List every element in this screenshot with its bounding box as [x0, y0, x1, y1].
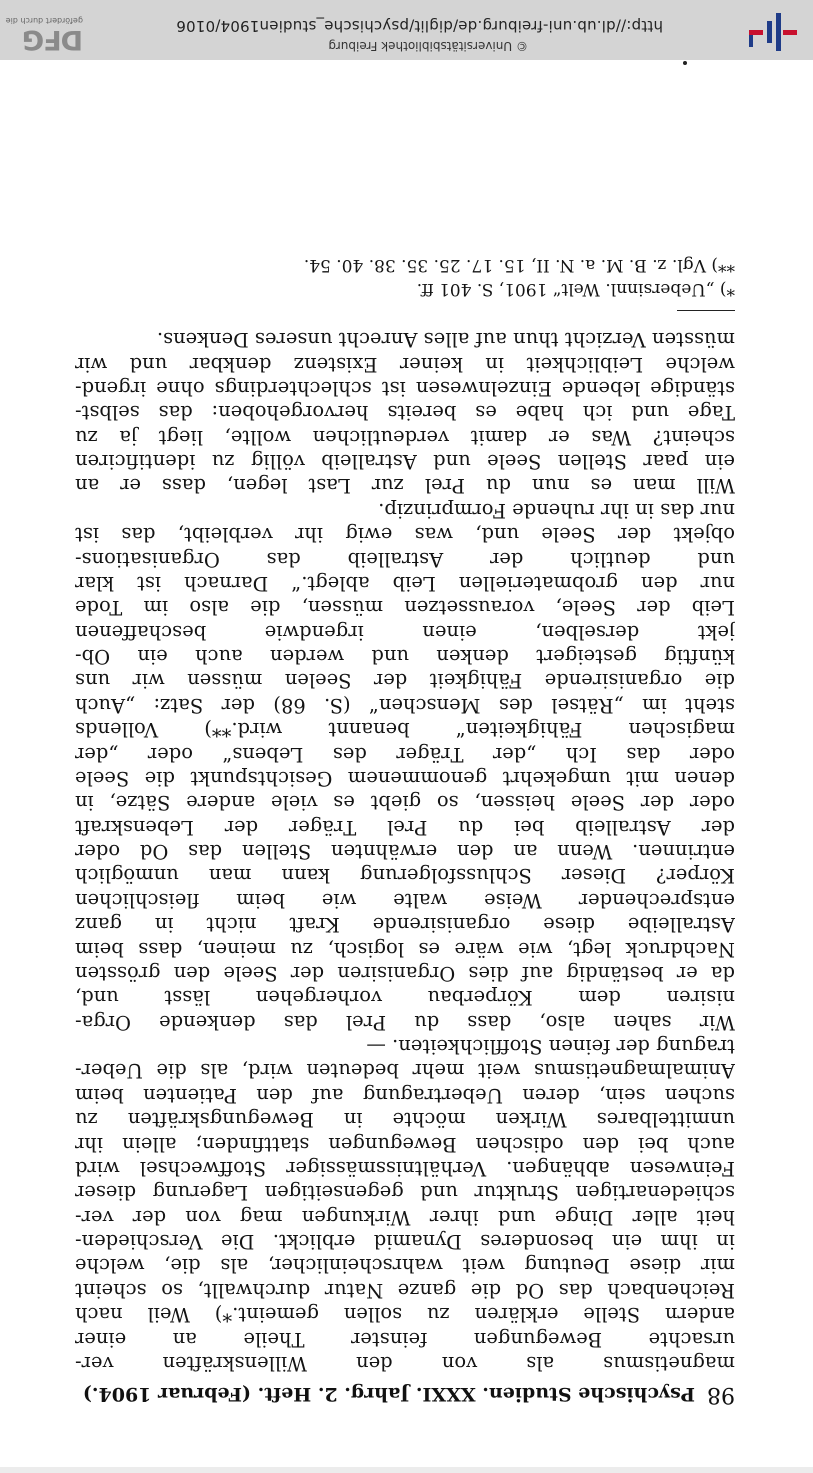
text-line: entsprechender Weise walte wie beim fleischlichen	[75, 888, 735, 912]
text-line: Nachdruck legt, wie wäre es logisch, zu meinen, dass beim	[75, 937, 735, 961]
text-line: schiedenartigen Struktur und gegenseitigen Lagerung dieser	[75, 1181, 735, 1205]
text-line: Reichenbach das Od die ganze Natur durchwallt, so scheint	[75, 1278, 735, 1302]
text-line: unmittelbares Wirken möchte in Bewegungskräften zu	[75, 1108, 735, 1132]
text-line: ursachte Bewegungen feinster Theile an einer	[75, 1327, 735, 1351]
text-line: heit aller Dinge und ihrer Wirkungen mag von der ver-	[75, 1205, 735, 1229]
text-line: nur das in ihr ruhende Formprinzip.	[378, 498, 735, 522]
footnote-2: **) Vgl. z. B. M. a. N. II, 15. 17. 25. 35. 38. 40. 54.	[303, 255, 735, 275]
text-line: Wir sahen also, dass du Prel das denkende Orga-	[75, 1010, 735, 1034]
dfg-caption: gefördert durch die	[5, 16, 83, 25]
running-head: Psychische Studien. XXXI. Jahrg. 2. Heft. (Februar 1904.)	[82, 1383, 695, 1405]
text-line: der Astralleib bei du Prel Träger der Lebenskraft	[75, 815, 735, 839]
text-line: Animalmagnetismus weit mehr bedeuten wird, als die Ueber-	[75, 1059, 735, 1083]
text-line: steht im „Rätsel des Menschen“ (S. 68) der Satz: „Auch	[75, 693, 735, 717]
ub-freiburg-logo-icon	[743, 9, 803, 55]
text-line: oder der Seele heissen, so giebt es viele andere Sätze, in	[75, 791, 735, 815]
text-line: und deutlich der Astralleib das Organisations-	[75, 547, 735, 571]
text-line: Körper? Dieser Schlussfolgerung kann man unmöglich	[75, 864, 735, 888]
text-line: entrinnen. Wenn an den erwähnten Stellen das Od oder	[75, 840, 735, 864]
text-line: suchen sein, deren Uebertragung auf den Patienten beim	[75, 1083, 735, 1107]
text-line: ständige lebende Einzelnwesen ist schlechterdings ohne irgend-	[75, 377, 735, 400]
viewer-footer	[0, 1, 813, 59]
text-line: oder das Ich „der Träger des Lebens“ oder „der	[75, 742, 735, 766]
source-url-link[interactable]: http://dl.ub.uni-freiburg.de/diglit/psychische_studien1904/0106	[176, 17, 663, 35]
text-line: magischen Fähigkeiten“ benannt wird.**) Vollends	[75, 718, 735, 742]
text-line: Feinwesen abhängen. Verhältnissmässiger Stoffwechsel wird	[75, 1157, 735, 1180]
text-line: Will man es nun du Prel zur Last legen, dass er an	[75, 474, 735, 498]
page-number: 98	[707, 1382, 735, 1407]
text-line: denen mit umgekehrt genommenem Gesichtspunkt die Seele	[75, 767, 735, 790]
body-text	[75, 327, 735, 1375]
text-line: müssten Verzicht thun auf alles Anrecht unseres Denkens.	[156, 328, 735, 352]
footnotes	[175, 253, 735, 301]
text-line: auch bei den odischen Bewegungen stattfinden; allein ihr	[75, 1132, 735, 1156]
text-line: nisiren dem Körperbau vorhergehen lässt und,	[75, 986, 735, 1010]
text-line: mir diese Deutung weit wahrscheinlicher, als die, welche	[75, 1254, 735, 1278]
text-line: Tage und ich habe es bereits hervorgehoben: das selbst-	[75, 401, 735, 425]
scan-speck	[683, 61, 687, 65]
text-line: nur den grobmateriellen Leib ablegt.“ Darnach ist klar	[75, 572, 735, 595]
text-line: tragung der feinen Stofflichkeiten. —	[366, 1035, 735, 1059]
copyright-notice: © Universitätsbibliothek Freiburg	[328, 39, 528, 53]
text-line: da er beständig auf dies Organisiren der Seele den grössten	[75, 962, 735, 985]
text-line: in ihm ein besonderes Dynamid erblickt. Die Verschieden-	[75, 1230, 735, 1254]
footnote-1: *) „Uebersinnl. Welt“ 1901, S. 401 ff.	[416, 279, 735, 299]
text-line: die organisirende Fähigkeit der Seelen müssen wir uns	[75, 669, 735, 693]
page-header	[75, 1377, 735, 1413]
text-line: jekt derselben, einen irgendwie beschaffenen	[75, 620, 735, 644]
text-line: künftig gesteigert denken und werden auch ein Ob-	[75, 645, 735, 669]
text-line: Astralleibe diese organisirende Kraft nicht in ganz	[75, 913, 735, 937]
text-line: welche Leiblichkeit in keiner Existenz denkbar und wir	[75, 352, 735, 376]
text-line: magnetismus als von den Willenskräften ver-	[75, 1352, 735, 1375]
text-line: scheint? Was er damit verdeutlichen wollte, liegt ja zu	[75, 425, 735, 449]
text-line: Leib der Seele, voraussetzen müssen, die also im Tode	[75, 596, 735, 620]
text-line: andern Stelle erklären zu sollen gemeint.*) Weil nach	[75, 1303, 735, 1327]
text-line: ein paar Stellen Seele und Astralleib völlig zu identificiren	[75, 450, 735, 474]
text-line: objekt der Seele und, was ewig ihr verbleibt, das ist	[75, 523, 735, 547]
dfg-logo: DFG	[22, 24, 83, 55]
footnote-divider	[677, 310, 735, 311]
viewer-top-edge	[0, 1467, 813, 1473]
